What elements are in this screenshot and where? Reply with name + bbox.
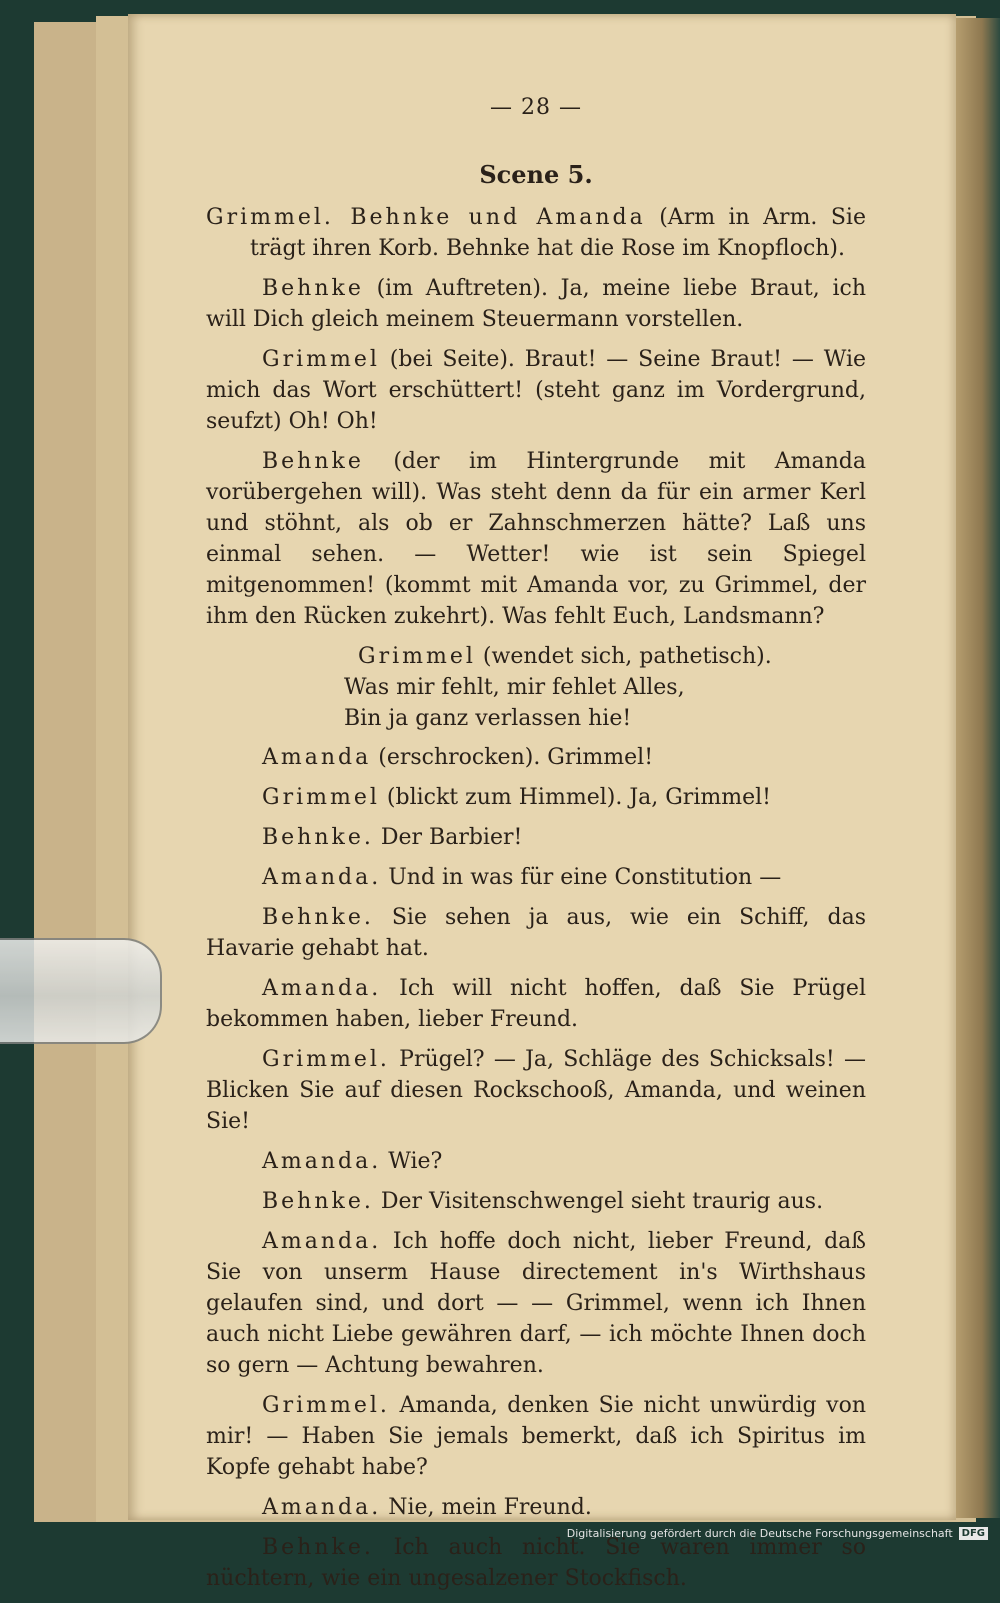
dialogue-text: Ich hoffe doch nicht, lieber Freund, daß Sie von unserm Hause directement in's Wirthshaus gelaufen sind, und dort — — Grimmel, wenn ich Ihnen auch nicht Liebe gewähren darf, — ich möchte Ihnen doch so gern — Achtung bewahren. (206, 1229, 866, 1378)
dialogue-text: (blickt zum Himmel). Ja, Grimmel! (386, 785, 771, 810)
verse-direction: (wendet sich, pathetisch). (482, 644, 772, 669)
dialogue-text: Prügel? — Ja, Schläge des Schicksals! — Blicken Sie auf diesen Rockschooß, Amanda, und weinen Sie! (206, 1047, 866, 1134)
dialogue-line (206, 1146, 866, 1177)
dialogue-text: (der im Hintergrunde mit Amanda vorübergehen will). Was steht denn da für ein armer Kerl und stöhnt, als ob er Zahnschmerzen hätte? Laß uns einmal sehen. — Wetter! wie ist sein Spiegel mitgenommen! (kommt mit Amanda vor, zu Grimmel, der ihm den Rücken zukehrt). Was fehlt Euch, Landsmann? (206, 449, 866, 629)
book-spine-edge (955, 18, 1000, 1518)
dialogue-text: Der Barbier! (380, 825, 523, 850)
dialogue-line (206, 862, 866, 893)
dialogue-text: Ich auch nicht. Sie waren immer so nüchtern, wie ein ungesalzener Stockfisch. (206, 1535, 866, 1591)
stage-direction (206, 202, 866, 264)
dialogue-line (206, 742, 866, 773)
speaker: Amanda. (262, 1149, 382, 1174)
dialogue-line (206, 1532, 866, 1594)
speaker: Grimmel (262, 785, 380, 810)
stage-direction-names: Grimmel. Behnke und Amanda (206, 205, 646, 230)
speaker: Behnke (262, 449, 364, 474)
dialogue-text: (erschrocken). Grimmel! (378, 745, 654, 770)
dialogue-text: Sie sehen ja aus, wie ein Schiff, das Havarie gehabt hat. (206, 905, 866, 961)
speaker: Behnke. (262, 825, 374, 850)
speaker: Grimmel (358, 644, 476, 669)
dialogue-text: (im Auftreten). Ja, meine liebe Braut, ich will Dich gleich meinem Steuermann vorstellen. (206, 276, 866, 332)
speaker: Grimmel. (262, 1393, 390, 1418)
verse-line: Was mir fehlt, mir fehlet Alles, (344, 675, 685, 700)
dialogue-line (206, 1186, 866, 1217)
speaker: Amanda. (262, 865, 382, 890)
stage-direction-text: (Arm in Arm. Sie trägt ihren Korb. Behnke hat die Rose im Knopfloch). (250, 205, 866, 261)
dialogue-line (206, 1390, 866, 1483)
dialogue-text: Ich will nicht hoffen, daß Sie Prügel bekommen haben, lieber Freund. (206, 976, 866, 1032)
verse-line: Bin ja ganz verlassen hie! (344, 706, 632, 731)
dialogue-text: Amanda, denken Sie nicht unwürdig von mir! — Haben Sie jemals bemerkt, daß ich Spiritus im Kopfe gehabt habe? (206, 1393, 867, 1480)
dialogue-text: Wie? (388, 1149, 443, 1174)
dialogue-line (206, 973, 866, 1035)
speaker: Amanda. (262, 976, 382, 1001)
speaker: Grimmel (262, 347, 380, 372)
speaker: Grimmel. (262, 1047, 390, 1072)
dialogue-text: Der Visitenschwengel sieht traurig aus. (380, 1189, 824, 1214)
page-text (206, 92, 866, 1603)
speaker: Behnke (262, 276, 364, 301)
verse-block (344, 641, 866, 734)
dialogue-line (206, 273, 866, 335)
dialogue-line (206, 446, 866, 632)
footer-credit (567, 1527, 988, 1540)
speaker: Behnke. (262, 905, 374, 930)
speaker: Amanda. (262, 1229, 382, 1254)
dialogue-text: Nie, mein Freund. (388, 1495, 592, 1520)
dialogue-line (206, 822, 866, 853)
page-clip (0, 938, 162, 1044)
dialogue-text: Und in was für eine Constitution — (388, 865, 782, 890)
dialogue-line (206, 1226, 866, 1381)
page-number: — 28 — (490, 95, 582, 120)
speaker: Amanda (262, 745, 372, 770)
dialogue-line (206, 1044, 866, 1137)
speaker: Behnke. (262, 1189, 374, 1214)
verse-heading (358, 641, 866, 672)
speaker: Behnke. (262, 1535, 374, 1560)
dialogue-line (206, 1492, 866, 1523)
dialogue-line (206, 344, 866, 437)
dialogue-text: (bei Seite). Braut! — Seine Braut! — Wie mich das Wort erschüttert! (steht ganz im Vordergrund, seufzt) Oh! Oh! (206, 347, 866, 434)
scene-title: Scene 5. (479, 160, 593, 189)
dialogue-line (206, 902, 866, 964)
speaker: Amanda. (262, 1495, 382, 1520)
footer-text: Digitalisierung gefördert durch die Deutsche Forschungsgemeinschaft (566, 1527, 953, 1540)
dfg-logo: DFG (959, 1527, 988, 1540)
dialogue-line (206, 782, 866, 813)
